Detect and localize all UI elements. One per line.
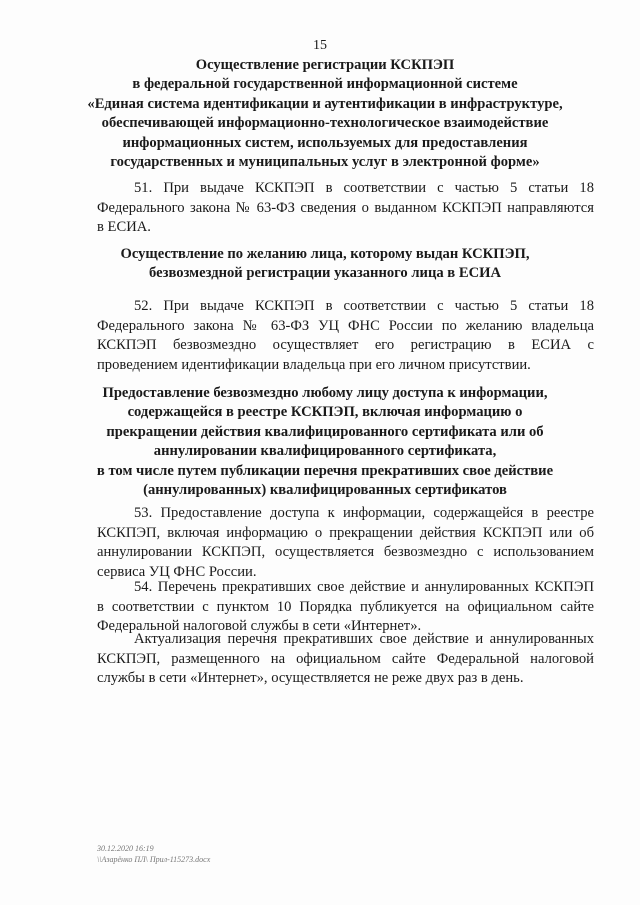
heading-line: безвозмездной регистрации указанного лица в ЕСИА (149, 265, 501, 282)
section-heading-registry-access (60, 384, 590, 500)
heading-line: обеспечивающей информационно-технологическое взаимодействие (101, 115, 549, 132)
heading-line: (аннулированных) квалифицированных сертификатов (143, 482, 507, 499)
paragraph-line: Актуализация перечня прекративших свое действие и аннулированных (134, 631, 594, 647)
paragraph-line: 53. Предоставление доступа к информации, содержащейся в реестре (134, 505, 594, 521)
paragraph-line: КСКПЭП, размещенного на официальном сайте Федеральной налоговой (97, 650, 594, 667)
heading-line: «Единая система идентификации и аутентификации в инфраструктуре, (87, 95, 563, 112)
paragraph-line: Федерального закона № 63-ФЗ сведения о выданном КСКПЭП направляются (97, 199, 594, 216)
footer-timestamp: 30.12.2020 16:19 (97, 844, 154, 853)
paragraph-line: в ЕСИА. (97, 219, 151, 235)
paragraph-53 (97, 504, 594, 582)
section-heading-esia-registration (60, 56, 590, 172)
heading-line: Предоставление безвозмездно любому лицу доступа к информации, (102, 385, 548, 401)
paragraph-line: Федерального закона № 63-ФЗ УЦ ФНС России по желанию владельца (97, 317, 594, 334)
heading-line: содержащейся в реестре КСКПЭП, включая информацию о (127, 404, 523, 421)
paragraph-line: аннулировании КСКПЭП, осуществляется безвозмездно с использованием (97, 544, 594, 560)
heading-line: Осуществление по желанию лица, которому выдан КСКПЭП, (120, 246, 530, 262)
paragraph-actualization (97, 630, 594, 689)
paragraph-line: проведением идентификации владельца при его личном присутствии. (97, 356, 531, 373)
heading-line: аннулировании квалифицированного сертификата, (153, 443, 497, 460)
heading-line: прекращении действия квалифицированного сертификата или об (106, 423, 544, 440)
heading-line: информационных систем, используемых для предоставления (122, 134, 528, 151)
paragraph-line: службы в сети «Интернет», осуществляется не реже двух раз в день. (97, 670, 524, 686)
paragraph-54 (97, 578, 594, 637)
paragraph-line: 54. Перечень прекративших свое действие и аннулированных КСКПЭП (134, 579, 594, 595)
paragraph-line: 51. При выдаче КСКПЭП в соответствии с частью 5 статьи 18 (134, 180, 594, 196)
paragraph-line: сервиса УЦ ФНС России. (97, 563, 257, 580)
document-footer (97, 843, 210, 865)
paragraph-52 (97, 297, 594, 375)
paragraph-line: КСКПЭП безвозмездно осуществляет его регистрацию в ЕСИА с (97, 337, 594, 353)
footer-file-path: \\Азарёнко ПЛ\ Прил-115273.docx (97, 855, 211, 864)
heading-line: в федеральной государственной информационной системе (132, 76, 518, 93)
heading-line: в том числе путем публикации перечня прекративших свое действие (96, 462, 554, 479)
heading-line: Осуществление регистрации КСКПЭП (195, 57, 455, 73)
section-heading-free-esia-registration (60, 245, 590, 284)
page-number: 15 (313, 38, 327, 53)
paragraph-line: в соответствии с пунктом 10 Порядка публикуется на официальном сайте (97, 598, 594, 615)
paragraph-line: 52. При выдаче КСКПЭП в соответствии с частью 5 статьи 18 (134, 298, 594, 314)
heading-line: государственных и муниципальных услуг в электронной форме» (110, 154, 540, 171)
paragraph-51 (97, 179, 594, 238)
paragraph-line: КСКПЭП, включая информацию о прекращении действия КСКПЭП или об (97, 524, 594, 541)
paragraph-line: Федеральной налоговой службы в сети «Интернет». (97, 618, 422, 634)
